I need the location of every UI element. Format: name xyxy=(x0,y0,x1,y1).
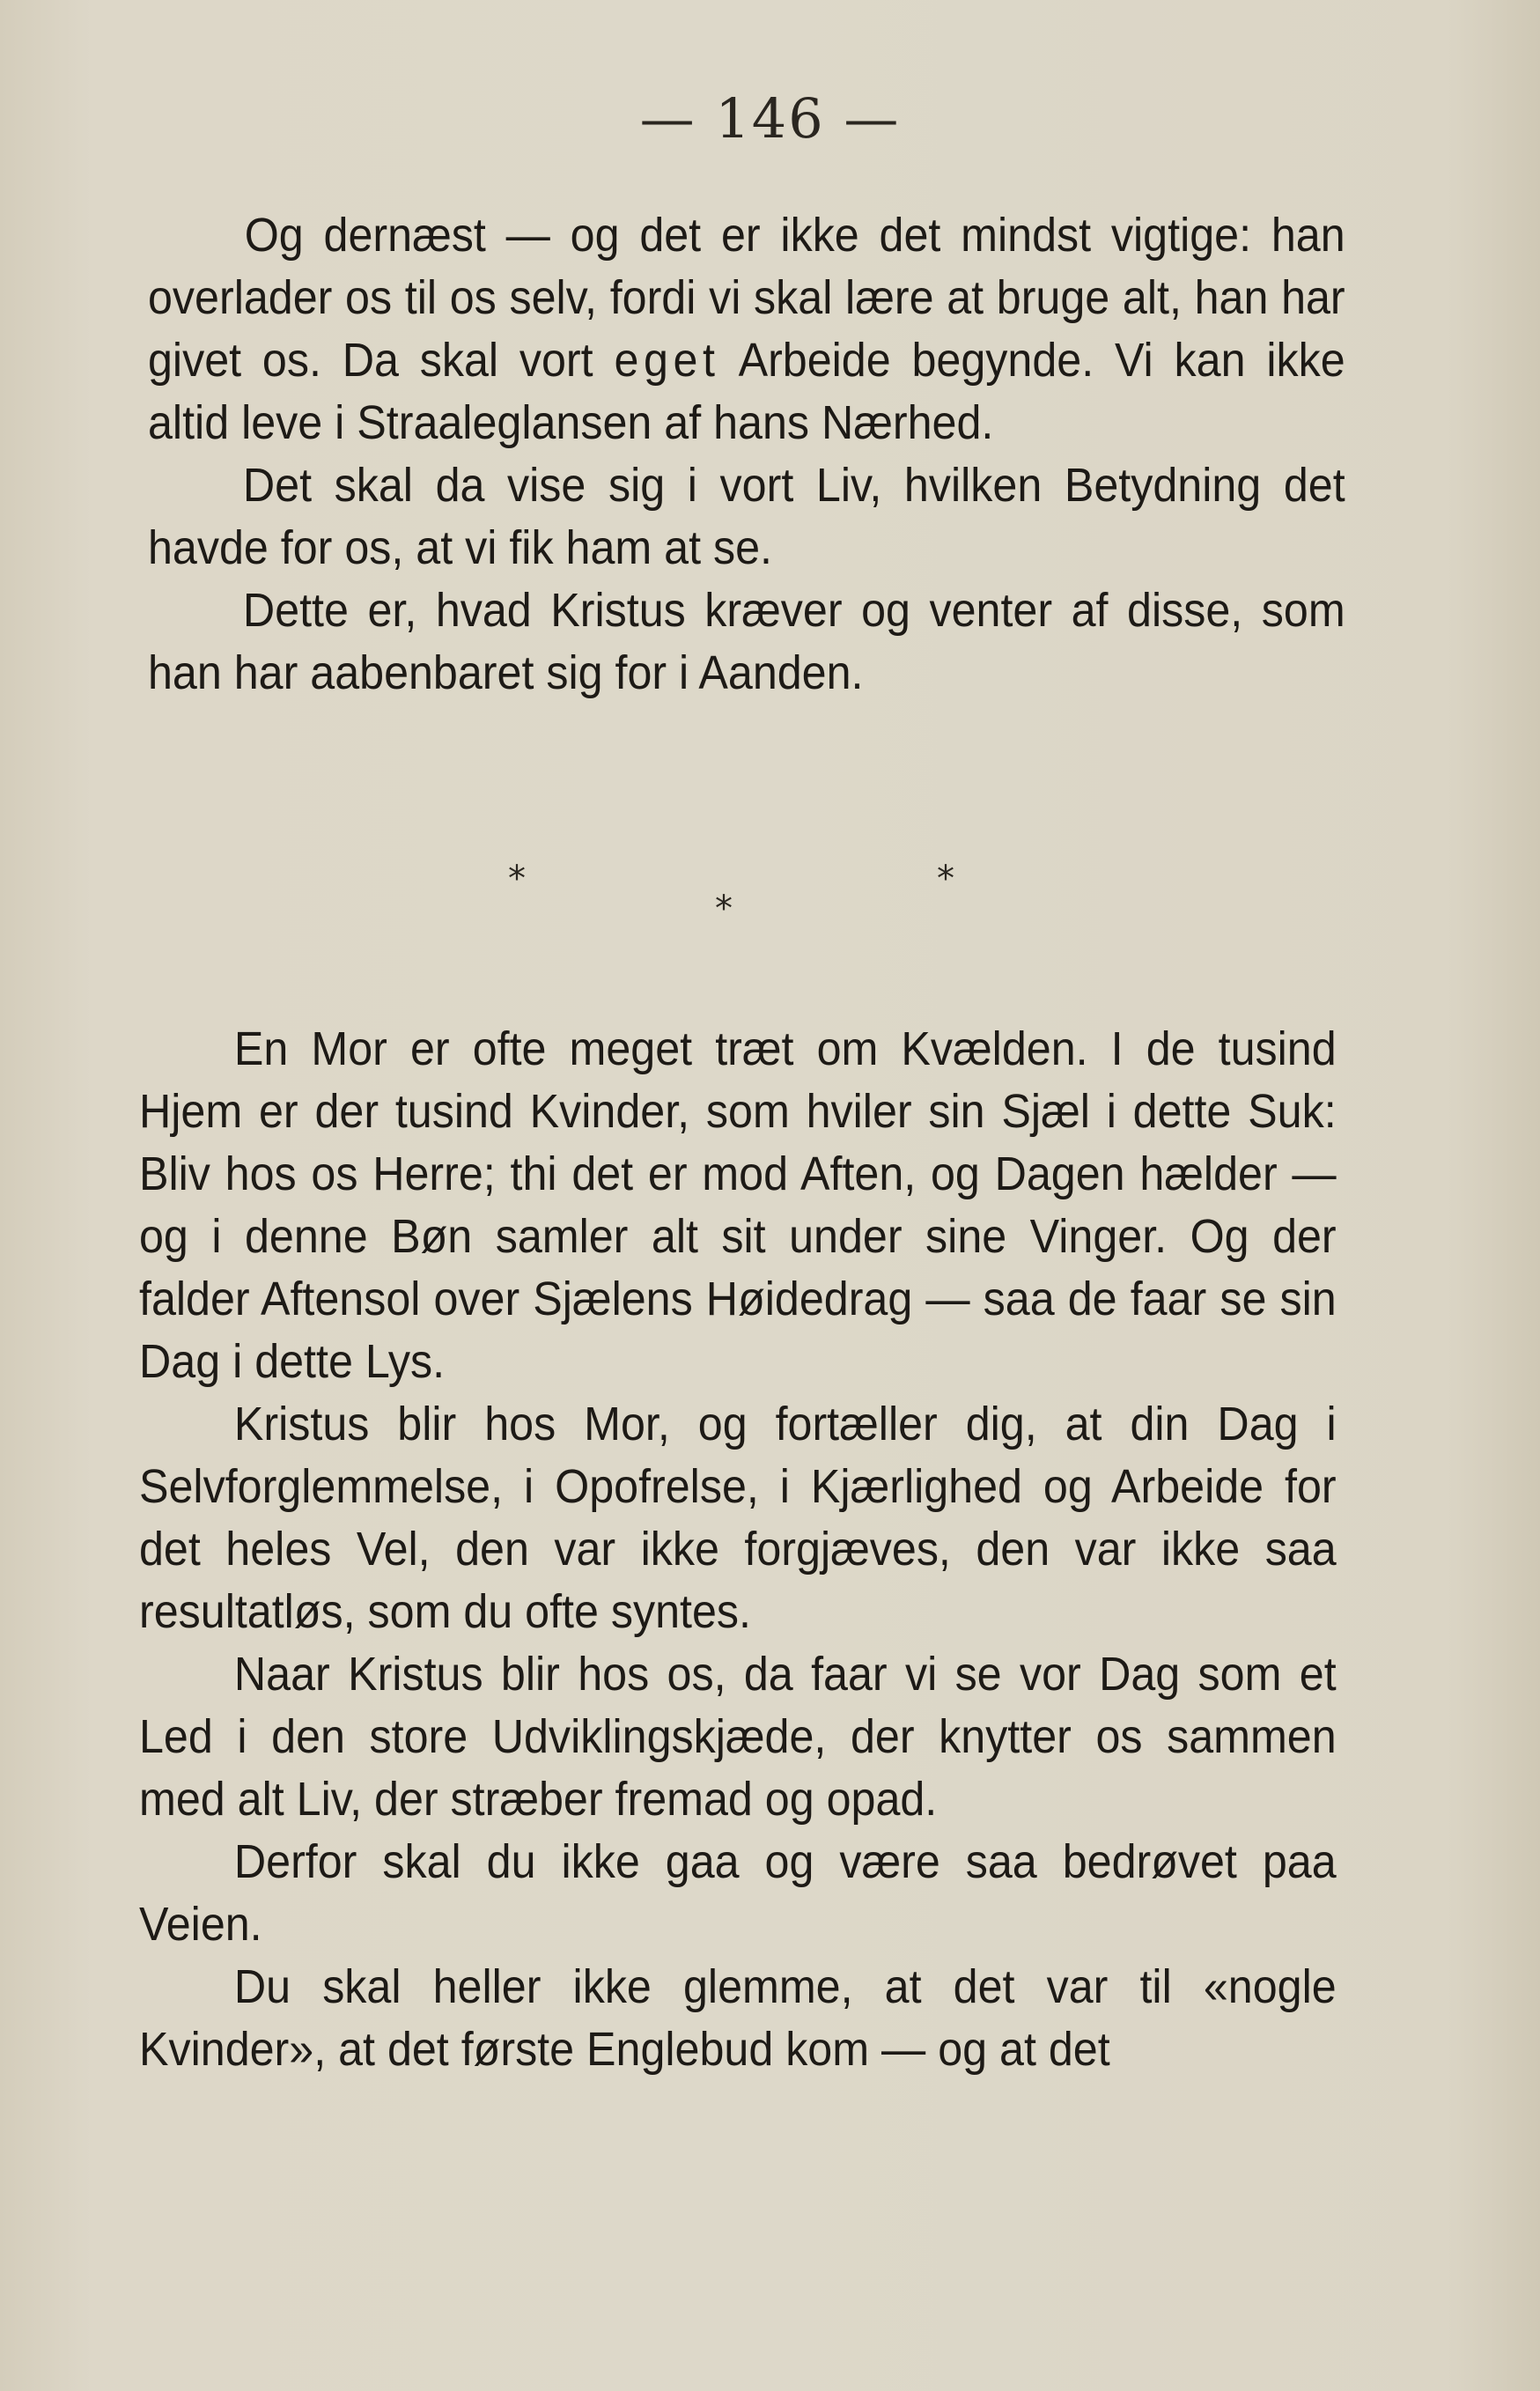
paragraph: Dette er, hvad Kristus kræver og venter af disse, som han har aabenbaret sig for i Aanden. xyxy=(148,584,1345,699)
paragraph: Derfor skal du ikke gaa og være saa bedrøvet paa Veien. xyxy=(139,1835,1337,1951)
page-number: — 146 — xyxy=(639,86,901,151)
section-separator xyxy=(0,859,1540,964)
emphasized-word: eget xyxy=(614,334,720,387)
separator-star: * xyxy=(715,889,733,929)
paragraph: Naar Kristus blir hos os, da faar vi se vor Dag som et Led i den store Udviklingskjæde, der knytter os sammen med alt Liv, der stræber fremad og opad. xyxy=(139,1648,1337,1826)
paragraph: En Mor er ofte meget træt om Kvælden. I de tusind Hjem er der tusind Kvinder, som hviler sin Sjæl i dette Suk: Bliv hos os Herre; thi det er mod Aften, og Dagen hælder — og i denne Bøn samler alt sit under sine Vinger. Og der falder Aftensol over Sjælens Høidedrag — saa de faar se sin Dag i dette Lys. xyxy=(139,1022,1337,1388)
paragraph-text: Arbeide begynde. Vi kan ikke altid leve i Straaleglansen af hans Nærhed. xyxy=(148,334,1345,449)
paragraph: Det skal da vise sig i vort Liv, hvilken Betydning det havde for os, at vi fik ham at se. xyxy=(148,459,1345,574)
paragraph: Du skal heller ikke glemme, at det var til «nogle Kvinder», at det første Englebud kom — og at det xyxy=(139,1960,1337,2076)
paragraph: Kristus blir hos Mor, og fortæller dig, at din Dag i Selvforglemmelse, i Opofrelse, i Kjærlighed og Arbeide for det heles Vel, den var ikke forgjæves, den var ikke saa resultatløs, som du ofte syntes. xyxy=(139,1398,1337,1638)
text-section-top xyxy=(148,204,1345,705)
paragraph-text: Og dernæst — og det er ikke det mindst vigtige: han overlader os til os selv, fordi vi skal lære at bruge alt, han har givet os. Da skal vort xyxy=(148,209,1345,387)
paragraph xyxy=(148,204,1345,454)
text-section-bottom xyxy=(139,1018,1337,2081)
separator-star: * xyxy=(508,859,526,899)
separator-star: * xyxy=(937,859,954,899)
